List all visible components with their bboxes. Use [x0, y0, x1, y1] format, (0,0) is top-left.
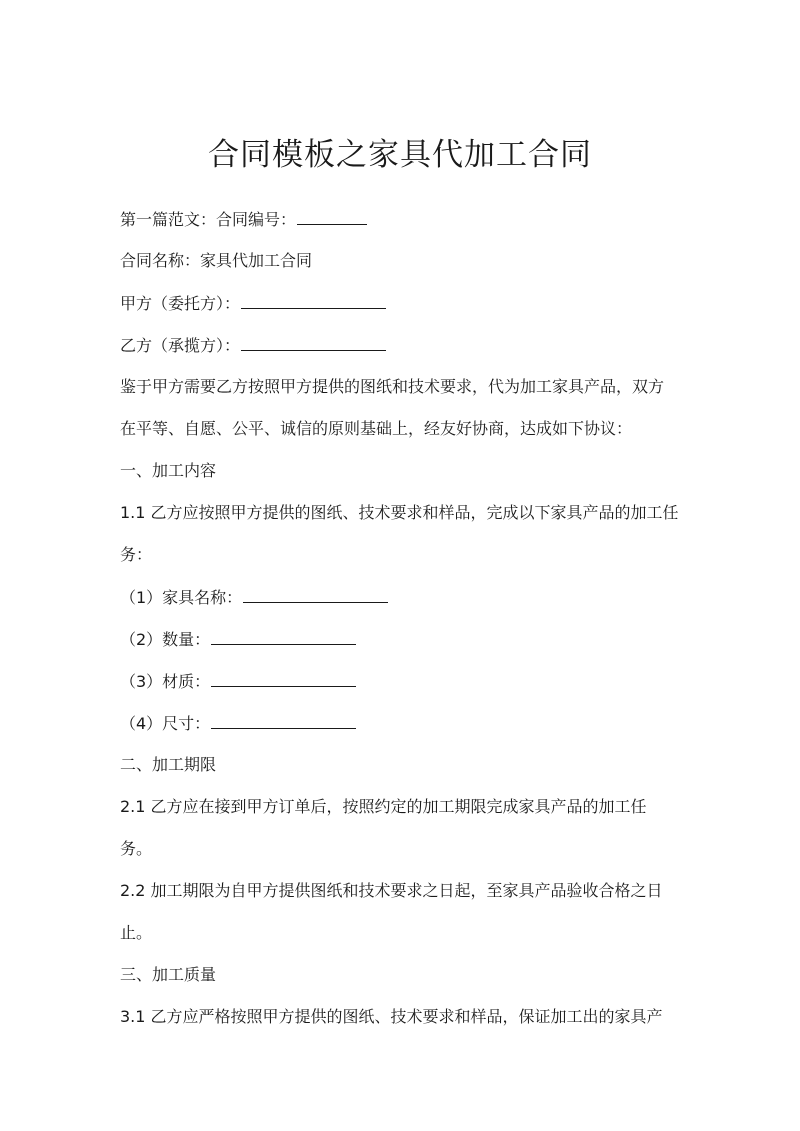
document-title: 合同模板之家具代加工合同 [208, 137, 592, 173]
item-furniture-name [120, 585, 700, 610]
line-text: 甲方（委托方）： [120, 294, 241, 313]
clause-2-2-line-1: 2.2 加工期限为自甲方提供图纸和技术要求之日起，至家具产品验收合格之日 [120, 881, 663, 900]
line-text: 第一篇范文：合同编号： [120, 210, 297, 229]
fill-blank [297, 207, 367, 225]
clause-2-2-line-2: 止。 [120, 923, 153, 942]
fill-blank [241, 291, 386, 309]
line-text: 合同名称：家具代加工合同 [120, 251, 313, 270]
fill-blank [243, 585, 388, 603]
fill-blank [211, 711, 356, 729]
line-text: 乙方（承揽方）： [120, 336, 241, 355]
preamble-line-2: 在平等、自愿、公平、诚信的原则基础上，经友好协商，达成如下协议： [120, 419, 633, 438]
section-heading-2: 二、加工期限 [120, 755, 217, 774]
section-heading-3: 三、加工质量 [120, 965, 217, 984]
clause-3-1-line-1: 3.1 乙方应严格按照甲方提供的图纸、技术要求和样品，保证加工出的家具产 [120, 1007, 663, 1026]
contract-number-line [120, 207, 700, 232]
line-text: （4）尺寸： [120, 714, 211, 733]
clause-2-1-line-2: 务。 [120, 839, 153, 858]
party-a-line [120, 291, 700, 316]
clause-2-1-line-1: 2.1 乙方应在接到甲方订单后，按照约定的加工期限完成家具产品的加工任 [120, 797, 647, 816]
item-size [120, 711, 700, 736]
line-text: （3）材质： [120, 672, 211, 691]
fill-blank [241, 333, 386, 351]
section-heading-1: 一、加工内容 [120, 461, 217, 480]
line-text: （1）家具名称： [120, 588, 243, 607]
line-text: （2）数量： [120, 630, 211, 649]
party-b-line [120, 333, 700, 358]
fill-blank [211, 627, 356, 645]
fill-blank [211, 669, 356, 687]
preamble-line-1: 鉴于甲方需要乙方按照甲方提供的图纸和技术要求，代为加工家具产品，双方 [120, 377, 665, 396]
clause-1-1-line-1: 1.1 乙方应按照甲方提供的图纸、技术要求和样品，完成以下家具产品的加工任 [120, 503, 679, 522]
item-material [120, 669, 700, 694]
item-quantity [120, 627, 700, 652]
clause-1-1-line-2: 务： [120, 545, 153, 564]
contract-name-line [120, 249, 700, 273]
